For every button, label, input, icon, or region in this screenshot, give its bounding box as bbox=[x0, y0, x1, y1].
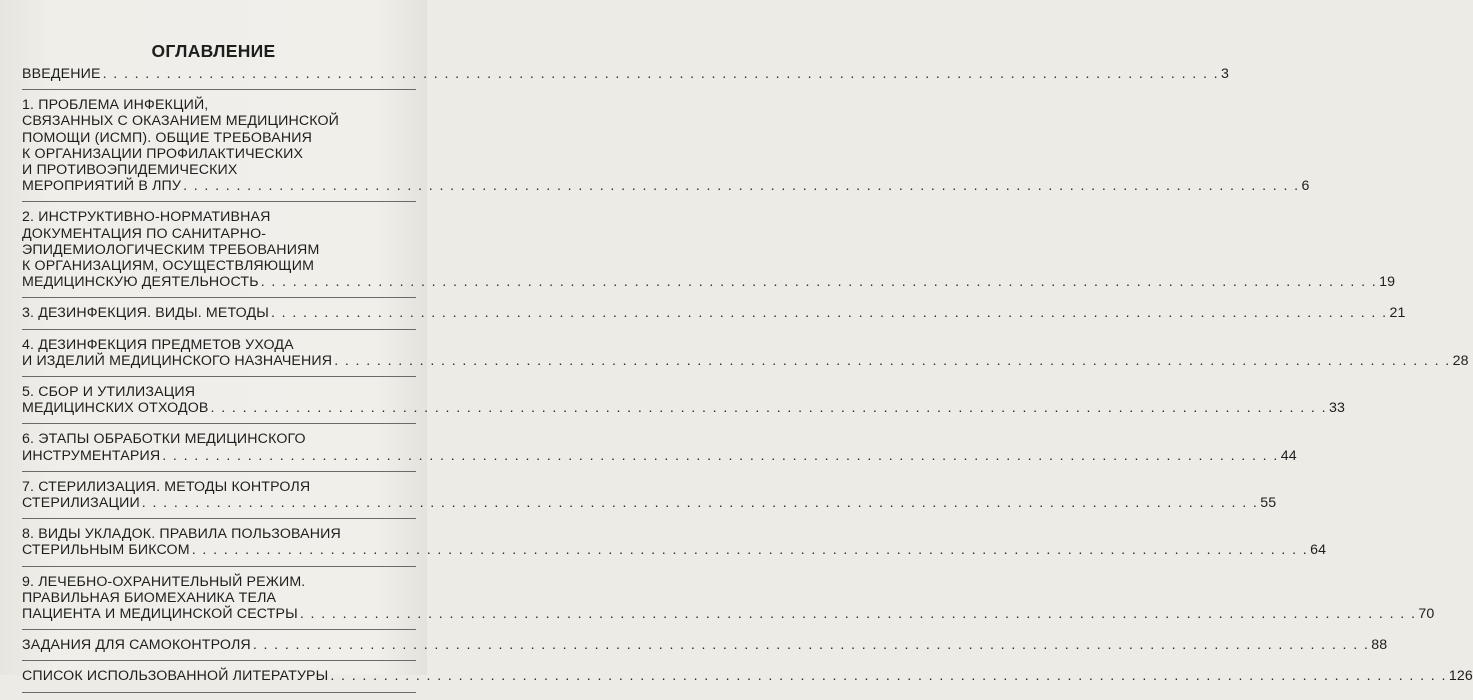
toc-entry-text: СВЯЗАННЫХ С ОКАЗАНИЕМ МЕДИЦИНСКОЙ bbox=[22, 113, 340, 130]
toc-entry-last-line bbox=[22, 637, 1388, 654]
toc-page-number: 44 bbox=[1280, 447, 1297, 464]
toc-entry-line bbox=[22, 258, 416, 274]
toc-entry-last-line bbox=[22, 352, 1469, 369]
toc-entry-text: И ПРОТИВОЭПИДЕМИЧЕСКИХ bbox=[22, 162, 238, 179]
dot-leader: . . . . . . . . . . . . . . . . . . . . . . . . . . . . . . . . . . . . . . . . . . . . . . . . . . . . . . . . . . . . . . . . . . . . . . . . . . . . . . . . . . . . . . . . . . . . . . . . . . . . . . . . . bbox=[162, 447, 1279, 464]
toc-entry-line bbox=[22, 97, 416, 113]
toc-entry-text: 8. ВИДЫ УКЛАДОК. ПРАВИЛА ПОЛЬЗОВАНИЯ bbox=[22, 526, 341, 543]
toc-entry-text: И ИЗДЕЛИЙ МЕДИЦИНСКОГО НАЗНАЧЕНИЯ bbox=[22, 352, 333, 369]
toc-page-number: 19 bbox=[1379, 274, 1396, 291]
toc-entry-text: ДОКУМЕНТАЦИЯ ПО САНИТАРНО- bbox=[22, 225, 267, 242]
entry-divider bbox=[22, 89, 416, 90]
toc-entry-text: 9. ЛЕЧЕБНО-ОХРАНИТЕЛЬНЫЙ РЕЖИМ. bbox=[22, 573, 306, 590]
dot-leader: . . . . . . . . . . . . . . . . . . . . . . . . . . . . . . . . . . . . . . . . . . . . . . . . . . . . . . . . . . . . . . . . . . . . . . . . . . . . . . . . . . . . . . . . . . . . . . . . . . . . . . . . . bbox=[271, 305, 1388, 322]
toc-entry-text: ПОМОЩИ (ИСМП). ОБЩИЕ ТРЕБОВАНИЯ bbox=[22, 129, 312, 146]
toc-page-number: 64 bbox=[1310, 542, 1327, 559]
toc-entry[interactable] bbox=[22, 209, 1396, 291]
toc-entry-text: 2. ИНСТРУКТИВНО-НОРМАТИВНАЯ bbox=[22, 209, 271, 226]
dot-leader: . . . . . . . . . . . . . . . . . . . . . . . . . . . . . . . . . . . . . . . . . . . . . . . . . . . . . . . . . . . . . . . . . . . . . . . . . . . . . . . . . . . . . . . . . . . . . . . . . . . . . . . . . bbox=[141, 495, 1259, 512]
toc-entry[interactable] bbox=[22, 384, 1346, 417]
toc-entry-last-line bbox=[22, 542, 1327, 559]
dot-leader: . . . . . . . . . . . . . . . . . . . . . . . . . . . . . . . . . . . . . . . . . . . . . . . . . . . . . . . . . . . . . . . . . . . . . . . . . . . . . . . . . . . . . . . . . . . . . . . . . . . . . . . . . bbox=[299, 606, 1417, 623]
toc-page-number: 28 bbox=[1452, 352, 1469, 369]
table-of-contents bbox=[22, 66, 1473, 700]
entry-divider bbox=[22, 297, 416, 298]
entry-divider bbox=[22, 376, 416, 377]
toc-entry-text: ИНСТРУМЕНТАРИЯ bbox=[22, 447, 161, 464]
toc-entry[interactable] bbox=[22, 478, 1277, 512]
dot-leader: . . . . . . . . . . . . . . . . . . . . . . . . . . . . . . . . . . . . . . . . . . . . . . . . . . . . . . . . . . . . . . . . . . . . . . . . . . . . . . . . . . . . . . . . . . . . . . . . . . . . . . . . . bbox=[183, 178, 1300, 195]
dot-leader: . . . . . . . . . . . . . . . . . . . . . . . . . . . . . . . . . . . . . . . . . . . . . . . . . . . . . . . . . . . . . . . . . . . . . . . . . . . . . . . . . . . . . . . . . . . . . . . . . . . . . . . . . bbox=[260, 274, 1378, 291]
toc-entry-text: МЕДИЦИНСКИХ ОТХОДОВ bbox=[22, 400, 209, 417]
entry-divider bbox=[22, 629, 416, 630]
entry-divider bbox=[22, 329, 416, 330]
toc-entry[interactable] bbox=[22, 526, 1327, 559]
toc-entry-line bbox=[22, 590, 416, 606]
toc-entry-line bbox=[22, 526, 416, 542]
toc-page-number: 33 bbox=[1328, 400, 1346, 417]
toc-entry-line bbox=[22, 242, 416, 258]
toc-entry[interactable] bbox=[22, 66, 1230, 82]
toc-entry-text: ПАЦИЕНТА И МЕДИЦИНСКОЙ СЕСТРЫ bbox=[22, 606, 298, 623]
toc-entry-last-line bbox=[22, 668, 1473, 685]
toc-entry-last-line bbox=[22, 495, 1277, 512]
toc-entry-text: 4. ДЕЗИНФЕКЦИЯ ПРЕДМЕТОВ УХОДА bbox=[22, 336, 294, 353]
toc-entry-line bbox=[22, 384, 416, 400]
toc-entry-line bbox=[22, 130, 416, 146]
toc-entry-text: 7. СТЕРИЛИЗАЦИЯ. МЕТОДЫ КОНТРОЛЯ bbox=[22, 478, 311, 495]
dot-leader: . . . . . . . . . . . . . . . . . . . . . . . . . . . . . . . . . . . . . . . . . . . . . . . . . . . . . . . . . . . . . . . . . . . . . . . . . . . . . . . . . . . . . . . . . . . . . . . . . . . . . . . . . bbox=[210, 400, 1327, 417]
toc-entry-text: 1. ПРОБЛЕМА ИНФЕКЦИЙ, bbox=[22, 97, 209, 114]
toc-entry-text: 6. ЭТАПЫ ОБРАБОТКИ МЕДИЦИНСКОГО bbox=[22, 431, 306, 448]
toc-entry-text: 5. СБОР И УТИЛИЗАЦИЯ bbox=[22, 384, 196, 401]
toc-entry-text: ВВЕДЕНИЕ bbox=[22, 66, 101, 82]
toc-page-number: 6 bbox=[1301, 178, 1310, 195]
toc-entry[interactable] bbox=[22, 573, 1435, 623]
toc-entry-last-line bbox=[22, 66, 1230, 82]
dot-leader: . . . . . . . . . . . . . . . . . . . . . . . . . . . . . . . . . . . . . . . . . . . . . . . . . . . . . . . . . . . . . . . . . . . . . . . . . . . . . . . . . . . . . . . . . . . . . . . . . . . . . . . . . bbox=[252, 637, 1370, 654]
toc-entry-text: ЭПИДЕМИОЛОГИЧЕСКИМ ТРЕБОВАНИЯМ bbox=[22, 241, 320, 258]
dot-leader: . . . . . . . . . . . . . . . . . . . . . . . . . . . . . . . . . . . . . . . . . . . . . . . . . . . . . . . . . . . . . . . . . . . . . . . . . . . . . . . . . . . . . . . . . . . . . . . . . . . . . . . . . bbox=[330, 668, 1447, 685]
entry-divider bbox=[22, 201, 416, 202]
toc-entry-line bbox=[22, 574, 416, 590]
toc-entry[interactable] bbox=[22, 305, 1406, 322]
toc-entry-line bbox=[22, 431, 416, 447]
toc-entry-last-line bbox=[22, 178, 1310, 195]
toc-entry-line bbox=[22, 479, 416, 495]
toc-entry-text: 3. ДЕЗИНФЕКЦИЯ. ВИДЫ. МЕТОДЫ bbox=[22, 305, 269, 322]
toc-page-number: 88 bbox=[1371, 637, 1388, 654]
dot-leader: . . . . . . . . . . . . . . . . . . . . . . . . . . . . . . . . . . . . . . . . . . . . . . . . . . . . . . . . . . . . . . . . . . . . . . . . . . . . . . . . . . . . . . . . . . . . . . . . . . . . . . . . . bbox=[102, 66, 1220, 82]
toc-page-number: 126 bbox=[1448, 668, 1473, 685]
toc-entry[interactable] bbox=[22, 431, 1297, 464]
entry-divider bbox=[22, 566, 416, 567]
entry-divider bbox=[22, 471, 416, 472]
toc-entry-line bbox=[22, 113, 416, 129]
toc-entry[interactable] bbox=[22, 668, 1473, 685]
toc-entry-line bbox=[22, 146, 416, 162]
toc-entry-line bbox=[22, 209, 416, 225]
toc-entry-text: ЗАДАНИЯ ДЛЯ САМОКОНТРОЛЯ bbox=[22, 637, 251, 654]
entry-divider bbox=[22, 660, 416, 661]
toc-entry[interactable] bbox=[22, 637, 1388, 654]
toc-entry[interactable] bbox=[22, 336, 1469, 369]
toc-entry-text: К ОРГАНИЗАЦИИ ПРОФИЛАКТИЧЕСКИХ bbox=[22, 145, 304, 162]
toc-entry-line bbox=[22, 162, 416, 178]
toc-entry-text: К ОРГАНИЗАЦИЯМ, ОСУЩЕСТВЛЯЮЩИМ bbox=[22, 258, 315, 275]
toc-entry-last-line bbox=[22, 305, 1406, 322]
dot-leader: . . . . . . . . . . . . . . . . . . . . . . . . . . . . . . . . . . . . . . . . . . . . . . . . . . . . . . . . . . . . . . . . . . . . . . . . . . . . . . . . . . . . . . . . . . . . . . . . . . . . . . . . . bbox=[191, 542, 1309, 559]
toc-entry-text: МЕДИЦИНСКУЮ ДЕЯТЕЛЬНОСТЬ bbox=[22, 274, 259, 291]
toc-entry-line bbox=[22, 337, 416, 353]
toc-entry-text: СТЕРИЛИЗАЦИИ bbox=[22, 495, 140, 512]
toc-entry-text: СТЕРИЛЬНЫМ БИКСОМ bbox=[22, 542, 190, 559]
toc-page-number: 21 bbox=[1389, 305, 1406, 322]
toc-entry-text: МЕРОПРИЯТИЙ В ЛПУ bbox=[22, 178, 182, 195]
entry-divider bbox=[22, 518, 416, 519]
entry-divider bbox=[22, 423, 416, 424]
toc-entry-last-line bbox=[22, 606, 1435, 623]
entry-divider bbox=[22, 692, 416, 693]
toc-entry-line bbox=[22, 226, 416, 242]
toc-entry-last-line bbox=[22, 447, 1297, 464]
toc-entry-text: СПИСОК ИСПОЛЬЗОВАННОЙ ЛИТЕРАТУРЫ bbox=[22, 668, 329, 685]
dot-leader: . . . . . . . . . . . . . . . . . . . . . . . . . . . . . . . . . . . . . . . . . . . . . . . . . . . . . . . . . . . . . . . . . . . . . . . . . . . . . . . . . . . . . . . . . . . . . . . . . . . . . . . . . bbox=[334, 352, 1451, 369]
toc-entry-last-line bbox=[22, 400, 1346, 417]
toc-entry-last-line bbox=[22, 274, 1396, 291]
toc-page-number: 55 bbox=[1260, 495, 1277, 512]
toc-entry[interactable] bbox=[22, 97, 1310, 195]
toc-page-number: 3 bbox=[1221, 66, 1230, 82]
toc-page-number: 70 bbox=[1418, 606, 1435, 623]
toc-title: ОГЛАВЛЕНИЕ bbox=[151, 41, 276, 61]
toc-entry-text: ПРАВИЛЬНАЯ БИОМЕХАНИКА ТЕЛА bbox=[22, 589, 277, 606]
